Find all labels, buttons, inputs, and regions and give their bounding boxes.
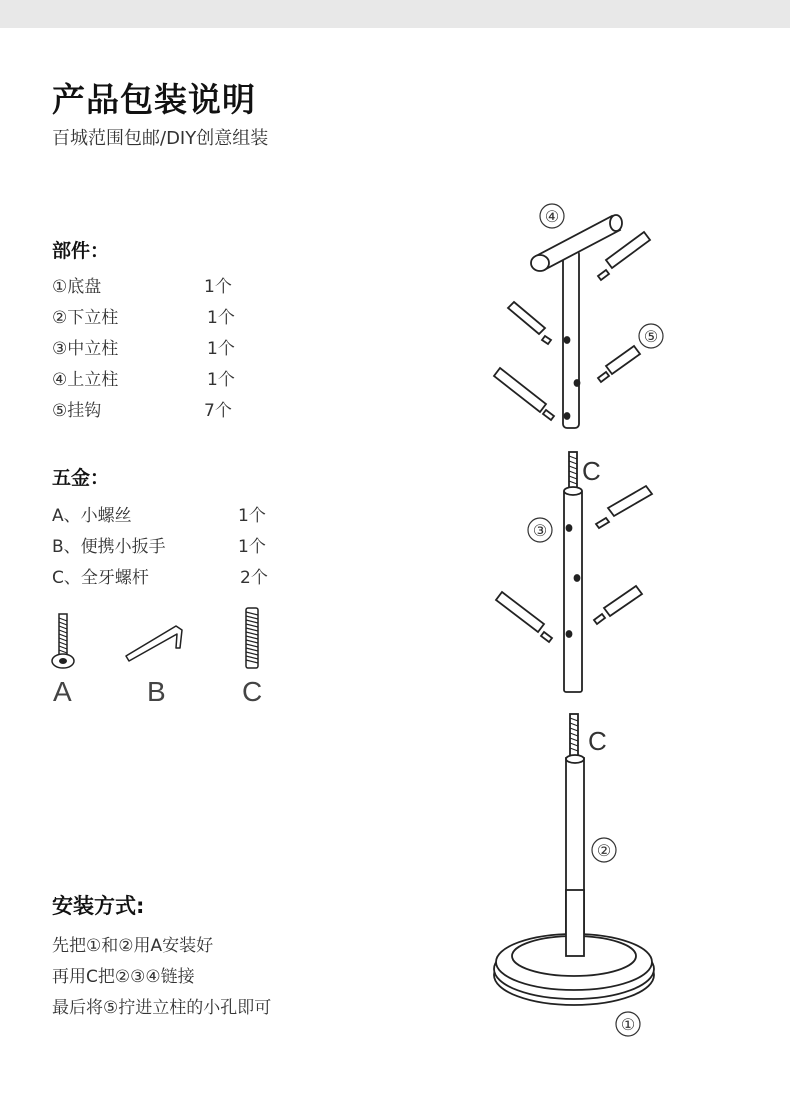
top-banner [0, 0, 790, 28]
hook-top-right-lower [598, 346, 640, 382]
hardware-label-b: B [147, 676, 166, 707]
part-row [52, 365, 235, 390]
hardware-row [52, 563, 268, 588]
part-qty: 1个 [204, 277, 232, 297]
install-step: 先把①和②用A安装好 [52, 936, 214, 956]
part-row [52, 396, 232, 421]
label-mid-pole [528, 518, 552, 542]
hook-top-left [508, 302, 551, 344]
hook-top-right [598, 232, 650, 280]
hardware-qty: 1个 [238, 506, 266, 526]
hook-mid-left [496, 592, 552, 642]
install-step: 再用C把②③④链接 [52, 967, 195, 987]
hardware-qty: 2个 [240, 568, 268, 588]
part-qty: 1个 [207, 370, 235, 390]
hardware-name: B、便携小扳手 [52, 537, 166, 557]
label-base [616, 1012, 640, 1036]
part-name: ③中立柱 [52, 339, 119, 359]
page-subtitle: 百城范围包邮/DIY创意组装 [52, 128, 269, 149]
part-name: ④上立柱 [52, 370, 119, 390]
svg-text:③: ③ [532, 523, 548, 540]
hardware-label-c: C [242, 676, 263, 707]
part-name: ①底盘 [52, 277, 102, 297]
hardware-name: A、小螺丝 [52, 506, 132, 526]
part-qty: 7个 [204, 401, 232, 421]
svg-text:②: ② [596, 843, 612, 860]
hook-mid-right-lower [594, 586, 642, 624]
screw-icon [48, 610, 78, 672]
threaded-rod-icon [240, 604, 264, 672]
assembly-diagram [470, 190, 790, 1050]
hardware-label-a: A [53, 676, 72, 707]
parts-heading: 部件： [52, 240, 110, 262]
part-row [52, 272, 232, 297]
label-top-pole [540, 204, 564, 228]
page-title: 产品包装说明 [52, 80, 256, 119]
install-heading: 安装方式: [52, 894, 145, 918]
svg-text:④: ④ [544, 209, 560, 226]
label-hook [639, 324, 663, 348]
svg-text:①: ① [620, 1017, 636, 1034]
hardware-heading: 五金： [52, 467, 110, 489]
hardware-row [52, 501, 266, 526]
hardware-qty: 1个 [238, 537, 266, 557]
part-row [52, 334, 235, 359]
part-row [52, 303, 235, 328]
label-rod-upper: C [582, 456, 601, 486]
middle-pole [564, 490, 582, 692]
hook-mid-right [596, 486, 652, 528]
wrench-icon [120, 618, 190, 668]
part-name: ⑤挂钩 [52, 401, 102, 421]
install-step: 最后将⑤拧进立柱的小孔即可 [52, 998, 272, 1018]
part-qty: 1个 [207, 308, 235, 328]
svg-text:⑤: ⑤ [643, 329, 659, 346]
hook-top-left-lower [494, 368, 554, 420]
hardware-name: C、全牙螺杆 [52, 568, 149, 588]
hardware-row [52, 532, 266, 557]
label-low-pole [592, 838, 616, 862]
part-qty: 1个 [207, 339, 235, 359]
part-name: ②下立柱 [52, 308, 119, 328]
label-rod-lower: C [588, 726, 607, 756]
